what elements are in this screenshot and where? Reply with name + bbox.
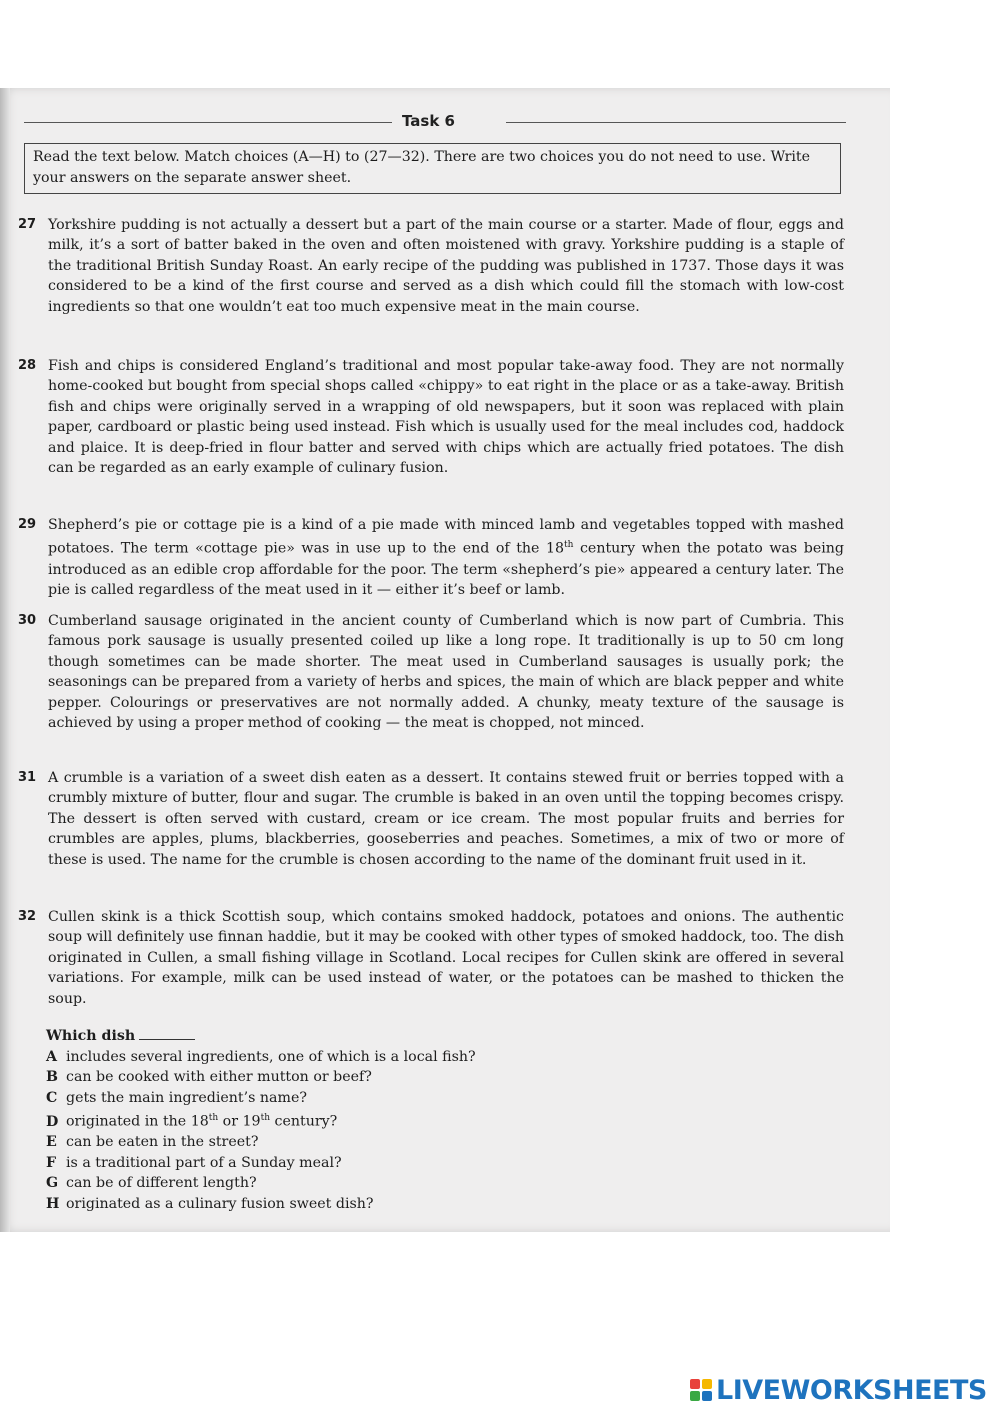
option-text: originated in the 18 <box>66 1113 209 1130</box>
question-stem-row <box>46 1025 566 1047</box>
item-text: A crumble is a variation of a sweet dish eaten as a dessert. It contains stewed fruit or berries topped with a crumbly mixture of butter, flour and sugar. The crumble is baked in an oven until the topping becomes crispy. The dessert is often served with custard, cream or ice cream. The most popular fruits and berries for crumbles are apples, plums, blackberries, gooseberries and peaches. Sometimes, a mix of two or more of these is used. The name for the crumble is chosen according to the name of the dominant fruit used in it. <box>48 770 844 868</box>
option-text: originated as a culinary fusion sweet dish? <box>66 1195 374 1212</box>
item-text: Cumberland sausage originated in the ancient county of Cumberland which is now part of Cumbria. This famous pork sausage is usually presented coiled up like a long rope. It traditionally is up to 50 cm long though sometimes can be made shorter. The meat used in Cumberland sausages is usually pork; the seasonings can be prepared from a variety of herbs and spices, the main of which are black pepper and white pepper. Colourings or preservatives are not normally added. A chunky, meaty texture of the sausage is achieved by using a proper method of cooking — the meat is chopped, not minced. <box>48 613 844 732</box>
option-letter: A <box>46 1048 58 1065</box>
item-text-part: century when the potato was being introduced as an edible crop affordable for the poor. The term «shepherd’s pie» appeared a century later. The pie is called regardless of the meat used in it — either it’s beef or lamb. <box>48 541 844 598</box>
item-number: 29 <box>18 517 37 532</box>
superscript: th <box>260 1113 270 1123</box>
text-item-27 <box>18 215 844 317</box>
header-rule-right <box>506 122 846 123</box>
text-item-28 <box>18 356 844 478</box>
item-text: Fish and chips is considered England’s traditional and most popular take-away food. They are not normally home-cooked but bought from special shops called «chippy» to eat right in the place or as a take-away. British fish and chips were originally served in a wrapping of old newspapers, but it soon was replaced with plain paper, cardboard or plastic being used instead. Fish which is usually used for the meal includes cod, haddock and plaice. It is deep-fried in flour batter and served with chips which are actually fried potatoes. The dish can be regarded as an early example of culinary fusion. <box>48 358 844 477</box>
option-a <box>46 1047 566 1068</box>
option-letter: C <box>46 1089 58 1106</box>
page-binding-shadow <box>0 88 10 1232</box>
item-text-part: Shepherd’s pie or cottage pie is a kind of a pie made with minced lamb and vegetables topped with mashed potatoes. The term «cottage pie» was in use up to the end of the 18 <box>48 517 844 558</box>
option-text: includes several ingredients, one of which is a local fish? <box>66 1048 476 1065</box>
option-d <box>46 1108 566 1132</box>
option-letter: H <box>46 1195 60 1212</box>
option-letter: B <box>46 1069 58 1085</box>
superscript: th <box>564 540 574 551</box>
option-g <box>46 1173 566 1194</box>
option-text: or 19 <box>218 1113 261 1130</box>
item-number: 31 <box>18 770 37 785</box>
superscript: th <box>208 1113 219 1123</box>
option-letter: G <box>46 1175 59 1192</box>
option-letter: E <box>46 1134 57 1151</box>
item-text: Cullen skink is a thick Scottish soup, which contains smoked haddock, potatoes and onions. The authentic soup will definitely use finnan haddie, but it may be cooked with other types of smoked haddock, too. The dish originated in Cullen, a small fishing village in Scotland. Local recipes for Cullen skink are offered in several variations. For example, milk can be used instead of water, or the potatoes can be mashed to thicken the soup. <box>48 909 844 1007</box>
option-f <box>46 1153 566 1174</box>
text-item-30 <box>18 611 844 733</box>
option-text: century? <box>270 1113 338 1130</box>
task-header <box>24 112 846 132</box>
item-number: 30 <box>18 613 37 628</box>
header-rule-left <box>24 122 392 123</box>
option-b <box>46 1067 566 1088</box>
item-text <box>48 515 844 600</box>
option-text: is a traditional part of a Sunday meal? <box>66 1154 342 1171</box>
liveworksheets-logo[interactable] <box>690 1375 987 1405</box>
logo-text: LIVEWORKSHEETS <box>716 1374 987 1406</box>
option-text: can be cooked with either mutton or beef? <box>66 1069 372 1085</box>
text-item-31 <box>18 768 844 870</box>
item-number: 28 <box>18 358 37 373</box>
option-h <box>46 1194 566 1215</box>
option-text: gets the main ingredient’s name? <box>66 1089 307 1106</box>
item-number: 32 <box>18 909 37 924</box>
option-letter: F <box>46 1154 57 1171</box>
item-text: Yorkshire pudding is not actually a dessert but a part of the main course or a starter. Made of flour, eggs and milk, it’s a sort of batter baked in the oven and often moistened with gravy. Yorkshire pudding is a staple of the traditional British Sunday Roast. An early recipe of the pudding was published in 1737. Those days it was considered to be a kind of the first course and served as a dish which could fill the stomach with low-cost ingredients so that one wouldn’t eat too much expensive meat in the main course. <box>48 217 844 315</box>
task-title: Task 6 <box>402 112 455 130</box>
text-item-29 <box>18 515 844 600</box>
question-stem: Which dish <box>46 1028 136 1044</box>
answer-blank <box>139 1025 195 1040</box>
option-text: can be eaten in the street? <box>66 1134 259 1151</box>
logo-mark-icon <box>690 1379 712 1401</box>
item-number: 27 <box>18 217 37 232</box>
text-item-32 <box>18 907 844 1009</box>
option-letter: D <box>46 1113 59 1130</box>
option-e <box>46 1132 566 1153</box>
option-text: can be of different length? <box>66 1175 257 1192</box>
option-c <box>46 1088 566 1109</box>
question-block <box>46 1025 566 1214</box>
instruction-box: Read the text below. Match choices (A—H) to (27—32). There are two choices you do not need to use. Write your answers on the separate answer sheet. <box>24 143 841 194</box>
